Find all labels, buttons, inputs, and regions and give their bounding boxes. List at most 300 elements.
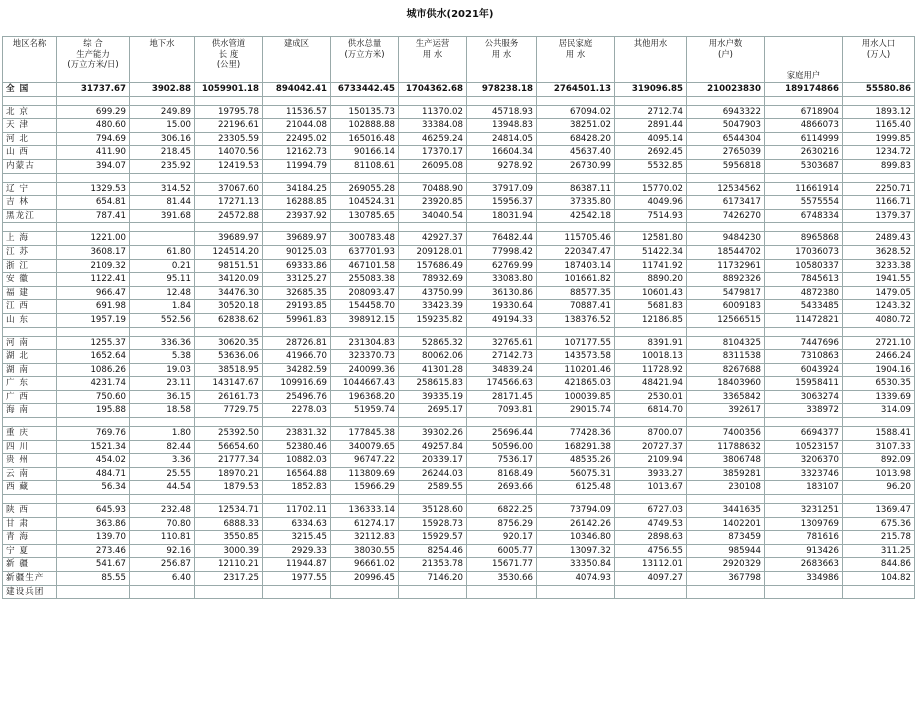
value-cell: 25696.44 bbox=[467, 427, 537, 441]
value-cell: 1852.83 bbox=[263, 481, 331, 495]
value-cell: 4049.96 bbox=[615, 196, 687, 210]
region-cell: 云 南 bbox=[3, 467, 57, 481]
value-cell: 3.36 bbox=[130, 454, 195, 468]
empty-cell bbox=[765, 585, 843, 599]
region-cell: 辽 宁 bbox=[3, 182, 57, 196]
table-row bbox=[3, 105, 915, 119]
value-cell: 85.55 bbox=[57, 572, 130, 586]
value-cell: 168291.38 bbox=[537, 440, 615, 454]
value-cell: 269055.28 bbox=[331, 182, 399, 196]
value-cell: 314.09 bbox=[843, 404, 915, 418]
value-cell: 1879.53 bbox=[195, 481, 263, 495]
header-line: 建成区 bbox=[283, 38, 310, 48]
value-cell: 6727.03 bbox=[615, 504, 687, 518]
empty-cell bbox=[3, 173, 57, 182]
value-cell: 873459 bbox=[687, 531, 765, 545]
value-cell: 80062.06 bbox=[399, 350, 467, 364]
empty-cell bbox=[263, 173, 331, 182]
value-cell: 2109.94 bbox=[615, 454, 687, 468]
empty-cell bbox=[331, 495, 399, 504]
empty-cell bbox=[467, 223, 537, 232]
value-cell: 33350.84 bbox=[537, 558, 615, 572]
table-row bbox=[3, 404, 915, 418]
value-cell: 12581.80 bbox=[615, 232, 687, 246]
value-cell: 77998.42 bbox=[467, 245, 537, 259]
empty-cell bbox=[57, 96, 130, 105]
value-cell: 1013.98 bbox=[843, 467, 915, 481]
table-row bbox=[3, 440, 915, 454]
value-cell: 11728.92 bbox=[615, 363, 687, 377]
region-cell: 吉 林 bbox=[3, 196, 57, 210]
region-cell: 浙 江 bbox=[3, 259, 57, 273]
value-cell: 183107 bbox=[765, 481, 843, 495]
value-cell: 15770.02 bbox=[615, 182, 687, 196]
empty-cell bbox=[3, 495, 57, 504]
region-cell: 青 海 bbox=[3, 531, 57, 545]
empty-cell bbox=[331, 418, 399, 427]
value-cell: 794.69 bbox=[57, 132, 130, 146]
column-header bbox=[467, 37, 537, 83]
region-cell: 北 京 bbox=[3, 105, 57, 119]
empty-cell bbox=[399, 173, 467, 182]
table-row bbox=[3, 390, 915, 404]
empty-cell bbox=[331, 96, 399, 105]
empty-cell bbox=[537, 223, 615, 232]
spacer-row bbox=[3, 495, 915, 504]
empty-cell bbox=[687, 96, 765, 105]
value-cell: 36130.86 bbox=[467, 286, 537, 300]
value-cell: 1893.12 bbox=[843, 105, 915, 119]
empty-cell bbox=[331, 585, 399, 599]
value-cell: 3859281 bbox=[687, 467, 765, 481]
empty-cell bbox=[843, 585, 915, 599]
value-cell: 8311538 bbox=[687, 350, 765, 364]
value-cell: 1652.64 bbox=[57, 350, 130, 364]
column-header bbox=[843, 37, 915, 83]
value-cell: 2250.71 bbox=[843, 182, 915, 196]
value-cell: 208093.47 bbox=[331, 286, 399, 300]
empty-cell bbox=[843, 418, 915, 427]
value-cell: 7093.81 bbox=[467, 404, 537, 418]
empty-cell bbox=[537, 96, 615, 105]
header-line: (户) bbox=[718, 48, 733, 59]
value-cell: 6718904 bbox=[765, 105, 843, 119]
value-cell: 130785.65 bbox=[331, 209, 399, 223]
value-cell: 34839.24 bbox=[467, 363, 537, 377]
value-cell: 32685.35 bbox=[263, 286, 331, 300]
region-cell: 黑龙江 bbox=[3, 209, 57, 223]
value-cell: 5956818 bbox=[687, 159, 765, 173]
value-cell: 0.21 bbox=[130, 259, 195, 273]
empty-cell bbox=[843, 173, 915, 182]
value-cell: 7400356 bbox=[687, 427, 765, 441]
value-cell: 177845.38 bbox=[331, 427, 399, 441]
empty-cell bbox=[615, 585, 687, 599]
value-cell: 210023830 bbox=[687, 83, 765, 97]
value-cell: 3323746 bbox=[765, 467, 843, 481]
value-cell: 235.92 bbox=[130, 159, 195, 173]
empty-cell bbox=[615, 96, 687, 105]
header-line: (万人) bbox=[866, 48, 891, 59]
value-cell: 96.20 bbox=[843, 481, 915, 495]
value-cell: 82.44 bbox=[130, 440, 195, 454]
value-cell: 12534.71 bbox=[195, 504, 263, 518]
value-cell: 25.55 bbox=[130, 467, 195, 481]
value-cell: 6733442.45 bbox=[331, 83, 399, 97]
value-cell: 35128.60 bbox=[399, 504, 467, 518]
value-cell: 1339.69 bbox=[843, 390, 915, 404]
value-cell: 691.98 bbox=[57, 300, 130, 314]
value-cell: 25496.76 bbox=[263, 390, 331, 404]
value-cell: 3628.52 bbox=[843, 245, 915, 259]
value-cell: 5433485 bbox=[765, 300, 843, 314]
value-cell: 966.47 bbox=[57, 286, 130, 300]
value-cell: 45637.40 bbox=[537, 146, 615, 160]
empty-cell bbox=[615, 495, 687, 504]
value-cell: 3902.88 bbox=[130, 83, 195, 97]
empty-cell bbox=[130, 418, 195, 427]
value-cell: 6748334 bbox=[765, 209, 843, 223]
value-cell: 787.41 bbox=[57, 209, 130, 223]
empty-cell bbox=[765, 223, 843, 232]
empty-cell bbox=[3, 418, 57, 427]
value-cell: 2683663 bbox=[765, 558, 843, 572]
value-cell: 17271.13 bbox=[195, 196, 263, 210]
value-cell: 25392.50 bbox=[195, 427, 263, 441]
empty-cell bbox=[399, 96, 467, 105]
value-cell: 18031.94 bbox=[467, 209, 537, 223]
value-cell: 6694377 bbox=[765, 427, 843, 441]
value-cell: 109916.69 bbox=[263, 377, 331, 391]
value-cell: 273.46 bbox=[57, 544, 130, 558]
value-cell: 7514.93 bbox=[615, 209, 687, 223]
value-cell: 13097.32 bbox=[537, 544, 615, 558]
empty-cell bbox=[3, 96, 57, 105]
value-cell: 1309769 bbox=[765, 517, 843, 531]
value-cell: 96661.02 bbox=[331, 558, 399, 572]
header-line: 地下水 bbox=[149, 38, 175, 48]
empty-cell bbox=[467, 418, 537, 427]
value-cell: 8267688 bbox=[687, 363, 765, 377]
value-cell: 311.25 bbox=[843, 544, 915, 558]
header-line: 用水人口 bbox=[861, 38, 896, 48]
value-cell: 363.86 bbox=[57, 517, 130, 531]
empty-cell bbox=[195, 223, 263, 232]
header-line: 居民家庭 bbox=[558, 38, 593, 48]
value-cell: 14070.56 bbox=[195, 146, 263, 160]
value-cell: 1329.53 bbox=[57, 182, 130, 196]
value-cell: 24572.88 bbox=[195, 209, 263, 223]
empty-cell bbox=[57, 585, 130, 599]
empty-cell bbox=[399, 495, 467, 504]
region-cell: 新 疆 bbox=[3, 558, 57, 572]
value-cell: 6544304 bbox=[687, 132, 765, 146]
header-line: (万立方米) bbox=[344, 48, 385, 59]
value-cell: 7729.75 bbox=[195, 404, 263, 418]
value-cell: 654.81 bbox=[57, 196, 130, 210]
value-cell: 249.89 bbox=[130, 105, 195, 119]
value-cell: 34476.30 bbox=[195, 286, 263, 300]
value-cell: 3215.45 bbox=[263, 531, 331, 545]
value-cell: 12.48 bbox=[130, 286, 195, 300]
region-cell: 河 北 bbox=[3, 132, 57, 146]
value-cell: 15958411 bbox=[765, 377, 843, 391]
table-row bbox=[3, 196, 915, 210]
value-cell: 1.84 bbox=[130, 300, 195, 314]
value-cell: 5479817 bbox=[687, 286, 765, 300]
value-cell: 37335.80 bbox=[537, 196, 615, 210]
table-row bbox=[3, 427, 915, 441]
value-cell: 5303687 bbox=[765, 159, 843, 173]
value-cell: 70488.90 bbox=[399, 182, 467, 196]
empty-cell bbox=[765, 327, 843, 336]
value-cell: 56.34 bbox=[57, 481, 130, 495]
value-cell: 8892326 bbox=[687, 273, 765, 287]
empty-cell bbox=[195, 173, 263, 182]
spacer-row bbox=[3, 418, 915, 427]
value-cell: 52865.32 bbox=[399, 336, 467, 350]
empty-cell bbox=[843, 96, 915, 105]
table-row bbox=[3, 273, 915, 287]
value-cell: 7426270 bbox=[687, 209, 765, 223]
value-cell: 138376.52 bbox=[537, 313, 615, 327]
value-cell: 2721.10 bbox=[843, 336, 915, 350]
header-line: 用 水 bbox=[422, 48, 443, 59]
value-cell: 78932.69 bbox=[399, 273, 467, 287]
value-cell: 781616 bbox=[765, 531, 843, 545]
header-line: 家庭用户 bbox=[786, 69, 821, 80]
value-cell: 30620.35 bbox=[195, 336, 263, 350]
column-header bbox=[537, 37, 615, 83]
value-cell: 23.11 bbox=[130, 377, 195, 391]
header-line: 长 度 bbox=[218, 48, 239, 59]
header-line: (公里) bbox=[216, 59, 241, 69]
value-cell: 143573.58 bbox=[537, 350, 615, 364]
value-cell: 143147.67 bbox=[195, 377, 263, 391]
value-cell: 7845613 bbox=[765, 273, 843, 287]
header-line: 其他用水 bbox=[633, 38, 668, 48]
empty-cell bbox=[537, 173, 615, 182]
region-cell: 甘 肃 bbox=[3, 517, 57, 531]
table-row bbox=[3, 159, 915, 173]
value-cell: 11994.79 bbox=[263, 159, 331, 173]
empty-cell bbox=[843, 223, 915, 232]
column-header bbox=[263, 37, 331, 83]
value-cell: 8168.49 bbox=[467, 467, 537, 481]
header-line: 供水管道 bbox=[211, 38, 246, 48]
value-cell: 21044.08 bbox=[263, 119, 331, 133]
value-cell: 45718.93 bbox=[467, 105, 537, 119]
value-cell: 314.52 bbox=[130, 182, 195, 196]
value-cell: 1941.55 bbox=[843, 273, 915, 287]
value-cell: 1369.47 bbox=[843, 504, 915, 518]
value-cell: 154458.70 bbox=[331, 300, 399, 314]
table-row bbox=[3, 377, 915, 391]
empty-cell bbox=[615, 327, 687, 336]
empty-cell bbox=[263, 418, 331, 427]
value-cell: 4074.93 bbox=[537, 572, 615, 586]
value-cell: 187403.14 bbox=[537, 259, 615, 273]
header-line: 生产运营 bbox=[415, 38, 450, 48]
value-cell: 3063274 bbox=[765, 390, 843, 404]
value-cell: 2317.25 bbox=[195, 572, 263, 586]
table-row bbox=[3, 350, 915, 364]
value-cell: 398912.15 bbox=[331, 313, 399, 327]
value-cell: 49194.33 bbox=[467, 313, 537, 327]
value-cell: 48535.26 bbox=[537, 454, 615, 468]
value-cell: 20996.45 bbox=[331, 572, 399, 586]
value-cell: 95.11 bbox=[130, 273, 195, 287]
value-cell: 76482.44 bbox=[467, 232, 537, 246]
value-cell: 33125.27 bbox=[263, 273, 331, 287]
value-cell: 1999.85 bbox=[843, 132, 915, 146]
empty-cell bbox=[57, 418, 130, 427]
value-cell: 4080.72 bbox=[843, 313, 915, 327]
empty-cell bbox=[687, 418, 765, 427]
value-cell: 2764501.13 bbox=[537, 83, 615, 97]
value-cell: 300783.48 bbox=[331, 232, 399, 246]
value-cell: 42927.37 bbox=[399, 232, 467, 246]
value-cell: 2692.45 bbox=[615, 146, 687, 160]
value-cell: 645.93 bbox=[57, 504, 130, 518]
empty-cell bbox=[195, 327, 263, 336]
value-cell: 4756.55 bbox=[615, 544, 687, 558]
value-cell: 68428.20 bbox=[537, 132, 615, 146]
value-cell: 38518.95 bbox=[195, 363, 263, 377]
column-header bbox=[130, 37, 195, 83]
empty-cell bbox=[399, 418, 467, 427]
value-cell: 8756.29 bbox=[467, 517, 537, 531]
region-cell: 陕 西 bbox=[3, 504, 57, 518]
region-cell: 湖 南 bbox=[3, 363, 57, 377]
value-cell: 8391.91 bbox=[615, 336, 687, 350]
region-cell: 江 西 bbox=[3, 300, 57, 314]
value-cell: 26161.73 bbox=[195, 390, 263, 404]
value-cell: 38251.02 bbox=[537, 119, 615, 133]
value-cell: 1255.37 bbox=[57, 336, 130, 350]
value-cell: 899.83 bbox=[843, 159, 915, 173]
value-cell: 36.15 bbox=[130, 390, 195, 404]
value-cell: 1243.32 bbox=[843, 300, 915, 314]
column-header bbox=[615, 37, 687, 83]
value-cell: 675.36 bbox=[843, 517, 915, 531]
value-cell: 92.16 bbox=[130, 544, 195, 558]
column-header bbox=[195, 37, 263, 83]
table-row bbox=[3, 300, 915, 314]
value-cell: 159235.82 bbox=[399, 313, 467, 327]
value-cell: 115705.46 bbox=[537, 232, 615, 246]
table-row bbox=[3, 313, 915, 327]
value-cell: 13948.83 bbox=[467, 119, 537, 133]
value-cell: 38030.55 bbox=[331, 544, 399, 558]
value-cell: 411.90 bbox=[57, 146, 130, 160]
column-header bbox=[399, 37, 467, 83]
value-cell: 34184.25 bbox=[263, 182, 331, 196]
value-cell: 90166.14 bbox=[331, 146, 399, 160]
value-cell: 100039.85 bbox=[537, 390, 615, 404]
value-cell: 699.29 bbox=[57, 105, 130, 119]
value-cell: 104524.31 bbox=[331, 196, 399, 210]
region-cell: 全 国 bbox=[3, 83, 57, 97]
empty-cell bbox=[263, 223, 331, 232]
value-cell: 6822.25 bbox=[467, 504, 537, 518]
value-cell: 2466.24 bbox=[843, 350, 915, 364]
value-cell: 86387.11 bbox=[537, 182, 615, 196]
header-line: 用水户数 bbox=[708, 38, 743, 48]
value-cell: 13112.01 bbox=[615, 558, 687, 572]
value-cell: 978238.18 bbox=[467, 83, 537, 97]
table-row bbox=[3, 363, 915, 377]
value-cell: 2630216 bbox=[765, 146, 843, 160]
value-cell: 218.45 bbox=[130, 146, 195, 160]
value-cell: 255083.38 bbox=[331, 273, 399, 287]
value-cell: 22196.61 bbox=[195, 119, 263, 133]
value-cell: 81.44 bbox=[130, 196, 195, 210]
header-line: 地区名称 bbox=[12, 38, 47, 48]
value-cell: 26095.08 bbox=[399, 159, 467, 173]
spacer-row bbox=[3, 223, 915, 232]
header-line: 用 水 bbox=[565, 48, 586, 59]
column-header bbox=[57, 37, 130, 83]
table-row bbox=[3, 232, 915, 246]
table-row bbox=[3, 504, 915, 518]
value-cell: 61.80 bbox=[130, 245, 195, 259]
value-cell: 62838.62 bbox=[195, 313, 263, 327]
value-cell: 34282.59 bbox=[263, 363, 331, 377]
table-row bbox=[3, 558, 915, 572]
value-cell: 10018.13 bbox=[615, 350, 687, 364]
empty-cell bbox=[687, 223, 765, 232]
value-cell: 73794.09 bbox=[537, 504, 615, 518]
value-cell: 37067.60 bbox=[195, 182, 263, 196]
value-cell: 5681.83 bbox=[615, 300, 687, 314]
value-cell: 240099.36 bbox=[331, 363, 399, 377]
value-cell: 16288.85 bbox=[263, 196, 331, 210]
value-cell: 69333.86 bbox=[263, 259, 331, 273]
value-cell: 3000.39 bbox=[195, 544, 263, 558]
value-cell: 467101.58 bbox=[331, 259, 399, 273]
value-cell: 44.54 bbox=[130, 481, 195, 495]
empty-cell bbox=[537, 418, 615, 427]
value-cell bbox=[130, 232, 195, 246]
region-cell: 内蒙古 bbox=[3, 159, 57, 173]
value-cell: 480.60 bbox=[57, 119, 130, 133]
empty-cell bbox=[765, 418, 843, 427]
value-cell: 3206370 bbox=[765, 454, 843, 468]
value-cell: 46259.24 bbox=[399, 132, 467, 146]
region-cell: 建设兵团 bbox=[3, 585, 57, 599]
table-row bbox=[3, 517, 915, 531]
value-cell: 20339.17 bbox=[399, 454, 467, 468]
region-cell: 四 川 bbox=[3, 440, 57, 454]
value-cell: 306.16 bbox=[130, 132, 195, 146]
value-cell: 232.48 bbox=[130, 504, 195, 518]
empty-cell bbox=[263, 327, 331, 336]
value-cell: 10601.43 bbox=[615, 286, 687, 300]
value-cell: 28726.81 bbox=[263, 336, 331, 350]
value-cell: 48421.94 bbox=[615, 377, 687, 391]
value-cell: 43750.99 bbox=[399, 286, 467, 300]
value-cell: 230108 bbox=[687, 481, 765, 495]
header-line: 生产能力 bbox=[76, 48, 110, 59]
value-cell: 231304.83 bbox=[331, 336, 399, 350]
empty-cell bbox=[195, 418, 263, 427]
empty-cell bbox=[843, 327, 915, 336]
value-cell: 8890.20 bbox=[615, 273, 687, 287]
table-row bbox=[3, 259, 915, 273]
value-cell: 2109.32 bbox=[57, 259, 130, 273]
value-cell: 39335.19 bbox=[399, 390, 467, 404]
